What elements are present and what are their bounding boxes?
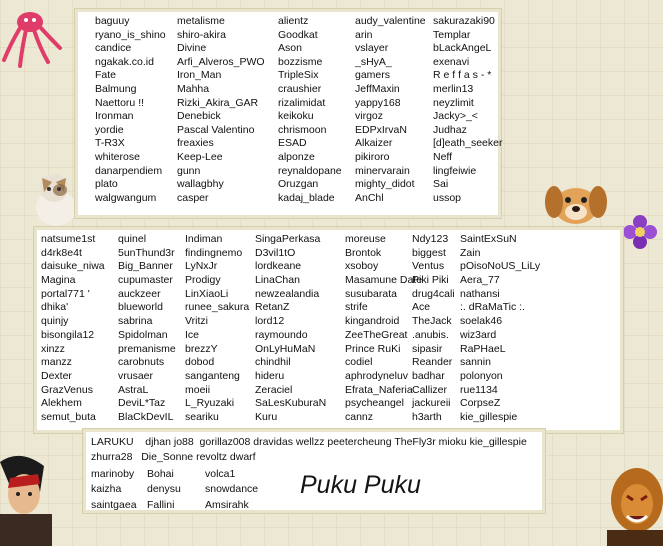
name-entry: lordkeane: [255, 260, 302, 273]
name-entry: Judhaz: [433, 123, 467, 136]
name-entry: Reander: [412, 356, 453, 369]
name-entry: bisongila12: [41, 328, 95, 341]
name-entry: auckzeer: [118, 287, 161, 300]
name-entry: Amsirahk: [205, 498, 249, 511]
name-entry: dhika': [41, 301, 69, 314]
name-entry: Pascal Valentino: [177, 123, 255, 136]
name-entry: chrismoon: [278, 123, 327, 136]
name-entry: Ironman: [95, 110, 134, 123]
name-entry: :. dRaMaTic :.: [460, 301, 525, 314]
name-entry: _sHyA_: [355, 55, 392, 68]
kitten-icon: [26, 168, 84, 232]
name-entry: Zain: [460, 246, 481, 259]
name-entry: soelak46: [460, 315, 503, 328]
name-entry: Kuru: [255, 410, 278, 423]
name-entry: daisuke_niwa: [41, 260, 105, 273]
name-entry: Jacky>_<: [433, 110, 478, 123]
name-entry: drug4cali: [412, 287, 455, 300]
lion-monster-portrait-icon: [607, 460, 663, 546]
name-entry: RaPHaeL: [460, 342, 506, 355]
name-entry: Arfi_Alveros_PWO: [177, 55, 265, 68]
name-entry: reynaldopane: [278, 164, 342, 177]
name-entry: Fallini: [147, 498, 175, 511]
name-entry: polonyon: [460, 369, 503, 382]
name-entry: biggest: [412, 246, 446, 259]
name-entry: ZeeTheGreat: [345, 328, 408, 341]
name-entry: quinel: [118, 233, 147, 245]
name-entry: alientz: [278, 15, 309, 27]
name-entry: plato: [95, 178, 118, 191]
name-entry: alponze: [278, 150, 315, 163]
name-entry: codiel: [345, 356, 373, 369]
name-entry: volca1: [205, 467, 236, 480]
name-entry: sannin: [460, 356, 491, 369]
name-entry: d4rk8e4t: [41, 246, 82, 259]
name-entry: audy_valentine: [355, 15, 426, 27]
name-entry: Indiman: [185, 233, 223, 245]
name-entry: GrazVenus: [41, 383, 93, 396]
name-entry: TripleSix: [278, 69, 319, 82]
name-entry: LinXiaoLi: [185, 287, 229, 300]
name-entry: walgwangum: [95, 191, 157, 204]
name-entry: manzz: [41, 356, 72, 369]
name-entry: Divine: [177, 42, 207, 55]
bottom-names-line-1: LARUKU djhan jo88 gorillaz008 dravidas wellzz peetercheung TheFly3r mioku kie_gillespie: [91, 436, 527, 448]
name-entry: LyNxJr: [185, 260, 218, 273]
name-entry: xsoboy: [345, 260, 379, 273]
name-entry: rizalimidat: [278, 96, 326, 109]
name-entry: sanganteng: [185, 369, 240, 382]
name-entry: exenavi: [433, 55, 470, 68]
name-entry: pikiroro: [355, 150, 390, 163]
name-entry: SingaPerkasa: [255, 233, 321, 245]
top-name-grid: [95, 15, 513, 205]
name-entry: Big_Banner: [118, 260, 173, 273]
name-entry: jackureii: [412, 397, 451, 410]
name-entry: Piki Piki: [412, 274, 449, 287]
name-entry: mighty_didot: [355, 178, 415, 191]
name-entry: Oruzgan: [278, 178, 319, 191]
name-entry: natsume1st: [41, 233, 96, 245]
bottom-name-grid: [91, 467, 275, 513]
name-entry: ngakak.co.id: [95, 55, 154, 68]
name-entry: EDPxIrvaN: [355, 123, 407, 136]
name-entry: keikoku: [278, 110, 314, 123]
name-entry: h3arth: [412, 410, 442, 423]
name-entry: seariku: [185, 410, 219, 423]
name-entry: R e f f a s - *: [433, 69, 492, 82]
name-entry: Ason: [278, 42, 302, 55]
name-entry: carobnuts: [118, 356, 165, 369]
middle-name-grid: [41, 233, 541, 425]
name-entry: premanisme: [118, 342, 176, 355]
name-entry: candice: [95, 42, 132, 55]
name-entry: Brontok: [345, 246, 382, 259]
name-entry: portal771 ': [41, 287, 90, 300]
name-entry: L_Ryuzaki: [185, 397, 235, 410]
name-entry: SaLesKuburaN: [255, 397, 327, 410]
name-entry: bozzisme: [278, 55, 323, 68]
name-entry: AstraL: [118, 383, 149, 396]
name-entry: ESAD: [278, 137, 307, 150]
name-entry: Iron_Man: [177, 69, 222, 82]
name-entry: sipasir: [412, 342, 443, 355]
name-entry: gamers: [355, 69, 391, 82]
name-entry: Masamune Date: [345, 274, 423, 287]
name-entry: kingandroid: [345, 315, 400, 328]
name-entry: [d]eath_seeker: [433, 137, 503, 150]
name-entry: raymoundo: [255, 328, 308, 341]
name-entry: blueworld: [118, 301, 163, 314]
name-entry: vslayer: [355, 42, 389, 55]
name-entry: lord12: [255, 315, 285, 328]
name-entry: psycheangel: [345, 397, 404, 410]
name-entry: badhar: [412, 369, 445, 382]
name-entry: bLackAngeL: [433, 42, 492, 55]
name-entry: danarpendiem: [95, 164, 163, 177]
top-name-list-panel: [78, 12, 503, 215]
name-entry: Bohai: [147, 467, 174, 480]
name-entry: strife: [345, 301, 368, 314]
name-entry: wallagbhy: [177, 178, 224, 191]
name-entry: RetanZ: [255, 301, 290, 314]
swordsman-portrait-icon: [0, 452, 52, 546]
name-entry: Naettoru !!: [95, 96, 145, 109]
name-entry: Ndy123: [412, 233, 449, 245]
name-entry: Templar: [433, 28, 471, 41]
name-entry: Alekhem: [41, 397, 82, 410]
name-entry: Dexter: [41, 369, 72, 382]
name-entry: newzealandia: [255, 287, 320, 300]
name-entry: arin: [355, 28, 373, 41]
name-entry: LinaChan: [255, 274, 300, 287]
name-entry: kaizha: [91, 483, 122, 496]
name-entry: Magina: [41, 274, 76, 287]
name-entry: Mahha: [177, 82, 210, 95]
name-entry: shiro-akira: [177, 28, 227, 41]
name-entry: Spidolman: [118, 328, 168, 341]
name-entry: Neff: [433, 150, 453, 163]
name-entry: Rizki_Akira_GAR: [177, 96, 259, 109]
name-entry: sakurazaki90: [433, 15, 495, 27]
name-entry: Alkaizer: [355, 137, 393, 150]
name-entry: wiz3ard: [460, 328, 497, 341]
name-entry: nathansi: [460, 287, 500, 300]
name-entry: BlaCkDevIL: [118, 410, 174, 423]
name-entry: rue1134: [460, 383, 498, 396]
bottom-names-line-2: zhurra28 Die_Sonne revoltz dwarf: [91, 451, 256, 464]
name-entry: yordie: [95, 123, 124, 136]
name-entry: vrusaer: [118, 369, 154, 382]
name-entry: Zeraciel: [255, 383, 293, 396]
name-entry: ryano_is_shino: [95, 28, 166, 41]
name-entry: Callizer: [412, 383, 448, 396]
name-entry: Ace: [412, 301, 431, 314]
name-entry: susubarata: [345, 287, 397, 300]
name-entry: findingnemo: [185, 246, 243, 259]
name-entry: denysu: [147, 483, 181, 496]
name-entry: Prince RuKi: [345, 342, 401, 355]
name-entry: DeviL*Taz: [118, 397, 166, 410]
signature-text: Puku Puku: [300, 471, 421, 499]
purple-flower-icon: [620, 212, 660, 252]
name-entry: 5unThund3r: [118, 246, 175, 259]
name-entry: JeffMaxin: [355, 82, 400, 95]
name-entry: .anubis.: [412, 328, 449, 341]
name-entry: Balmung: [95, 82, 137, 95]
name-entry: baguuy: [95, 15, 130, 27]
name-entry: brezzY: [185, 342, 218, 355]
name-entry: pOisoNoUS_LiLy: [460, 260, 541, 273]
name-entry: merlin13: [433, 82, 474, 95]
name-entry: casper: [177, 191, 209, 204]
name-entry: minervarain: [355, 164, 410, 177]
name-entry: Ice: [185, 328, 200, 341]
name-entry: metalisme: [177, 15, 225, 27]
name-entry: OnLyHuMaN: [255, 342, 316, 355]
name-entry: quinjy: [41, 315, 69, 328]
name-entry: freaxies: [177, 137, 214, 150]
name-entry: AnChl: [355, 191, 384, 204]
name-entry: lingfeiwie: [433, 164, 477, 177]
name-entry: T-R3X: [95, 137, 125, 150]
name-entry: cannz: [345, 410, 374, 423]
name-entry: aphrodyneluv: [345, 369, 409, 382]
name-entry: runee_sakura: [185, 301, 250, 314]
name-entry: virgoz: [355, 110, 384, 123]
name-entry: xinzz: [41, 342, 65, 355]
name-entry: kie_gillespie: [460, 410, 518, 423]
name-entry: Aera_77: [460, 274, 500, 287]
name-entry: kadaj_blade: [278, 191, 335, 204]
name-entry: moeii: [185, 383, 211, 396]
pink-squid-icon: [0, 0, 62, 70]
name-entry: TheJack: [412, 315, 452, 328]
name-entry: marinoby: [91, 467, 135, 480]
name-entry: dobod: [185, 356, 215, 369]
name-entry: saintgaea: [91, 498, 137, 511]
name-entry: SaintExSuN: [460, 233, 517, 245]
name-entry: whiterose: [95, 150, 140, 163]
name-entry: Sai: [433, 178, 449, 191]
name-entry: ussop: [433, 191, 462, 204]
name-entry: Goodkat: [278, 28, 318, 41]
name-entry: snowdance: [205, 483, 259, 496]
name-entry: chindhil: [255, 356, 291, 369]
puppy-icon: [540, 172, 610, 230]
name-entry: cupumaster: [118, 274, 173, 287]
name-entry: CorpseZ: [460, 397, 501, 410]
name-entry: hideru: [255, 369, 285, 382]
name-entry: neyzlimit: [433, 96, 474, 109]
name-entry: D3vil1tO: [255, 246, 296, 259]
name-entry: craushier: [278, 82, 322, 95]
name-entry: Efrata_Naferia: [345, 383, 413, 396]
name-entry: Fate: [95, 69, 117, 82]
name-entry: Vritzi: [185, 315, 208, 328]
name-entry: Ventus: [412, 260, 445, 273]
name-entry: yappy168: [355, 96, 401, 109]
name-entry: Denebick: [177, 110, 221, 123]
name-entry: moreuse: [345, 233, 386, 245]
name-entry: semut_buta: [41, 410, 96, 423]
name-entry: Keep-Lee: [177, 150, 223, 163]
name-entry: sabrina: [118, 315, 153, 328]
name-entry: Prodigy: [185, 274, 221, 287]
name-entry: gunn: [177, 164, 201, 177]
middle-name-list-panel: [37, 230, 620, 430]
